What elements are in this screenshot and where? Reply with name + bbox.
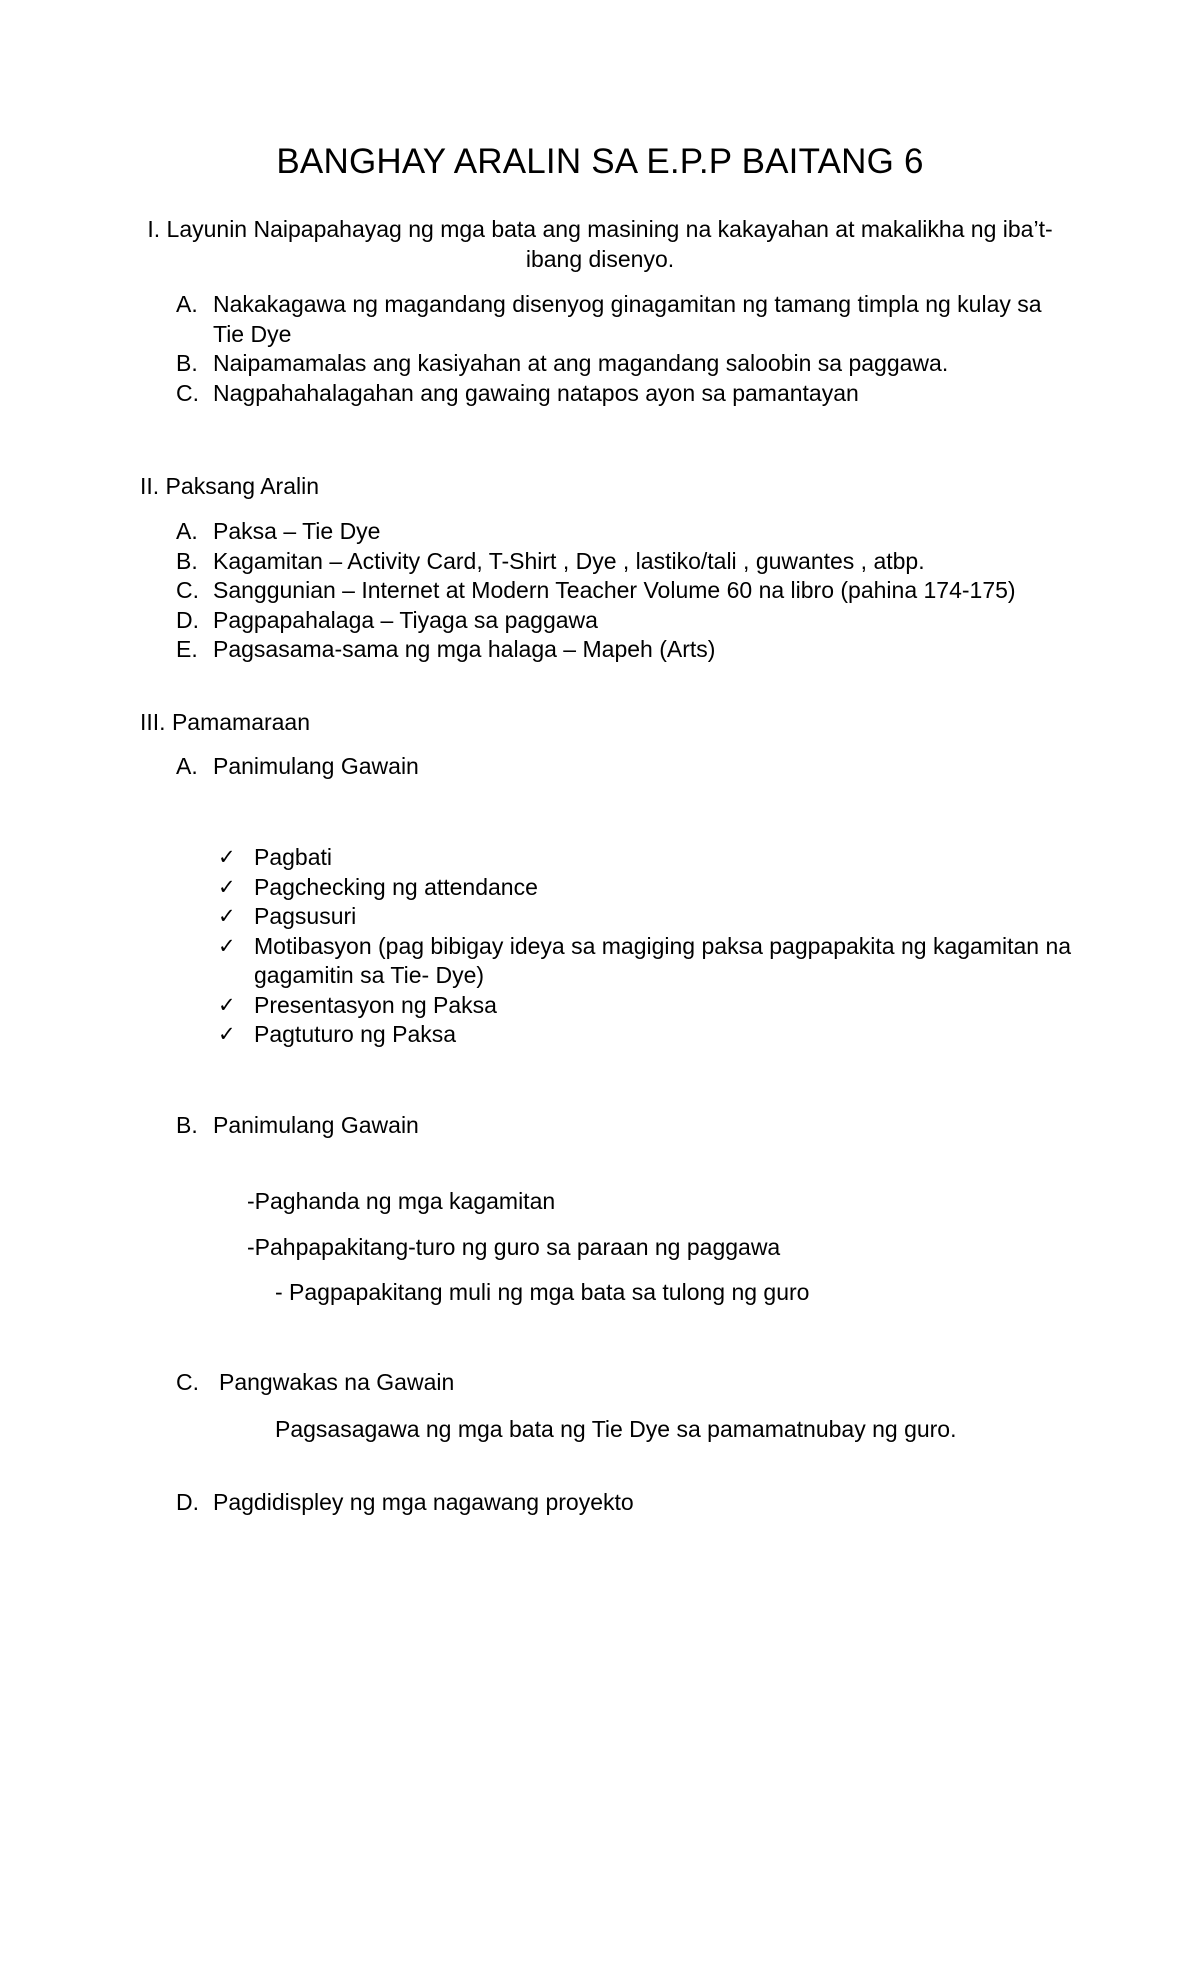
list-item bbox=[176, 635, 1076, 665]
check-icon: ✓ bbox=[218, 933, 236, 958]
item-letter: C. bbox=[176, 1369, 199, 1395]
list-item bbox=[218, 1020, 1088, 1050]
item-text: Pagsasama-sama ng mga halaga – Mapeh (Arts) bbox=[213, 636, 716, 662]
list-item bbox=[176, 290, 1056, 349]
item-text: Nakakagawa ng magandang disenyog ginagamitan ng tamang timpla ng kulay sa Tie Dye bbox=[213, 291, 1042, 347]
item-letter: C. bbox=[176, 577, 199, 603]
item-text: Pagdidispley ng mga nagawang proyekto bbox=[213, 1489, 634, 1515]
item-text: Pagtuturo ng Paksa bbox=[254, 1021, 457, 1047]
document-title: BANGHAY ARALIN SA E.P.P BAITANG 6 bbox=[276, 142, 924, 181]
item-letter: D. bbox=[176, 1489, 199, 1515]
item-text: Pagbati bbox=[254, 844, 333, 870]
item-text: Panimulang Gawain bbox=[213, 753, 419, 779]
part-a-heading bbox=[176, 752, 776, 782]
list-item bbox=[176, 576, 1076, 606]
section-heading-pamamaraan: III. Pamamaraan bbox=[140, 709, 311, 735]
list-item bbox=[176, 1111, 776, 1141]
list-item bbox=[218, 991, 1088, 1021]
item-letter: A. bbox=[176, 753, 198, 779]
list-item bbox=[176, 606, 1076, 636]
activity-checklist bbox=[218, 843, 1088, 1050]
item-text: Pangwakas na Gawain bbox=[219, 1369, 455, 1395]
item-letter: D. bbox=[176, 606, 199, 633]
item-text: Pagchecking ng attendance bbox=[254, 873, 538, 900]
part-b-heading bbox=[176, 1111, 776, 1141]
check-icon: ✓ bbox=[218, 1022, 236, 1046]
part-d-heading bbox=[176, 1488, 876, 1518]
part-c-line: Pagsasagawa ng mga bata ng Tie Dye sa pamamatnubay ng guro. bbox=[275, 1416, 957, 1442]
item-text: Sanggunian – Internet at Modern Teacher Volume 60 na libro (pahina 174-175) bbox=[213, 577, 1016, 603]
objective-intro: I. Layunin Naipapahayag ng mga bata ang masining na kakayahan at makalikha ng iba’t-ibang disenyo. bbox=[147, 216, 1053, 272]
item-text: Panimulang Gawain bbox=[213, 1112, 419, 1138]
check-icon: ✓ bbox=[218, 845, 236, 869]
objectives-list bbox=[176, 290, 1056, 408]
item-text: Naipamamalas ang kasiyahan at ang magandang saloobin sa paggawa. bbox=[213, 350, 949, 376]
list-item bbox=[176, 517, 1076, 547]
check-icon: ✓ bbox=[218, 904, 236, 928]
list-item bbox=[176, 1488, 876, 1518]
list-item bbox=[218, 932, 1088, 991]
part-b-line: -Paghanda ng mga kagamitan bbox=[247, 1188, 556, 1214]
item-text: Presentasyon ng Paksa bbox=[254, 991, 497, 1018]
item-text: Paksa – Tie Dye bbox=[213, 518, 381, 544]
list-item bbox=[176, 1368, 776, 1398]
part-c-heading bbox=[176, 1368, 776, 1398]
section-heading-paksang-aralin: II. Paksang Aralin bbox=[140, 473, 319, 499]
list-item bbox=[176, 752, 776, 782]
check-icon: ✓ bbox=[218, 874, 236, 899]
item-text: Pagsusuri bbox=[254, 903, 357, 929]
item-letter: B. bbox=[176, 1112, 198, 1138]
list-item bbox=[218, 843, 1088, 873]
list-item bbox=[176, 547, 1076, 577]
item-text: Motibasyon (pag bibigay ideya sa magiging paksa pagpapakita ng kagamitan na gagamitin sa Tie- Dye) bbox=[254, 932, 1072, 988]
list-item bbox=[176, 349, 1056, 379]
item-letter: C. bbox=[176, 379, 199, 406]
item-letter: E. bbox=[176, 636, 198, 662]
list-item bbox=[218, 902, 1088, 932]
item-text: Pagpapahalaga – Tiyaga sa paggawa bbox=[213, 606, 598, 633]
check-icon: ✓ bbox=[218, 992, 236, 1017]
item-letter: A. bbox=[176, 291, 198, 317]
part-b-line: - Pagpapakitang muli ng mga bata sa tulong ng guro bbox=[275, 1279, 810, 1305]
item-letter: B. bbox=[176, 350, 198, 376]
list-item bbox=[218, 873, 1088, 903]
paksang-aralin-list bbox=[176, 517, 1076, 665]
list-item bbox=[176, 379, 1056, 409]
item-letter: B. bbox=[176, 547, 198, 574]
part-b-line: -Pahpapakitang-turo ng guro sa paraan ng paggawa bbox=[247, 1234, 781, 1260]
item-letter: A. bbox=[176, 518, 198, 544]
item-text: Nagpahahalagahan ang gawaing natapos ayon sa pamantayan bbox=[213, 379, 859, 406]
item-text: Kagamitan – Activity Card, T-Shirt , Dye , lastiko/tali , guwantes , atbp. bbox=[213, 547, 925, 574]
